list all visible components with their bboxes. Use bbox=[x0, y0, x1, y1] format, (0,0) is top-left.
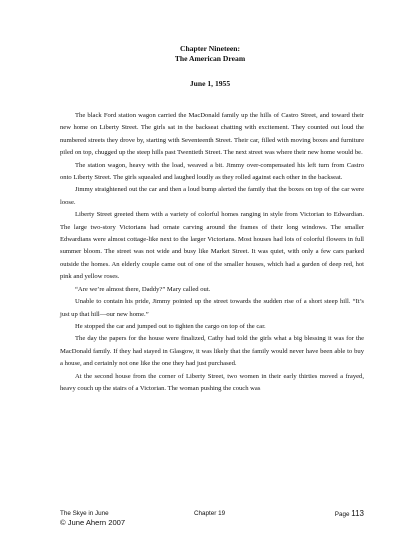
footer-book-title: The Skye in June bbox=[60, 510, 109, 517]
paragraph: Unable to contain his pride, Jimmy pointed up the street towards the sudden rise of a short steep hill. “It’s just up that hill—our new home.” bbox=[60, 298, 364, 318]
paragraph: “Are we’re almost there, Daddy?” Mary called out. bbox=[75, 285, 211, 293]
paragraph: The day the papers for the house were finalized, Cathy had told the girls what a big blessing it was for the MacDonald family. If they had stayed in Glasgow, it was likely that the family would never have been able to buy a house, and certainly not one like the one they had just purchased. bbox=[60, 335, 364, 368]
footer-page-number: 113 bbox=[351, 509, 364, 518]
chapter-subtitle: The American Dream bbox=[174, 54, 246, 63]
footer-page-label: Page bbox=[334, 511, 350, 518]
paragraph: At the second house from the corner of Liberty Street, two women in their early thirties moved a frayed, heavy couch up the stairs of a Victorian. The woman pushing the couch was bbox=[60, 372, 364, 392]
paragraph: Jimmy straightened out the car and then a loud bump alerted the family that the boxes on top of the car were loose. bbox=[60, 186, 364, 206]
body-text bbox=[60, 110, 364, 395]
paragraph: The station wagon, heavy with the load, weaved a bit. Jimmy over-compensated his left turn from Castro onto Liberty Street. The girls squealed and laughed loudly as they rolled against each other in the backseat. bbox=[60, 161, 364, 182]
paragraph: The black Ford station wagon carried the MacDonald family up the hills of Castro Street, and toward their new home on Liberty Street. The girls sat in the backseat chatting with excitement. They counted out loud the numbered streets they drove by, starting with Seventeenth Street. Their car, filled with moving boxes and furniture piled on top, chugged up the steep hills past Twentieth Street. The next street was where their new home would be. bbox=[60, 112, 364, 157]
footer-chapter: Chapter 19 bbox=[194, 510, 226, 517]
paragraph: Liberty Street greeted them with a variety of colorful homes ranging in style from Victorian to Edwardian. The large two-story Victorians had ornate carving around the frames of their long windows. The smaller Edwardians were almost cottage-like next to the larger Victorians. Most houses had lots of colorful flowers in full summer bloom. The street was not wide and busy like Market Street. It was quiet, with only a few cars parked outside the homes. An elderly couple came out of one of the smaller houses, which had a garden of deep red, hot pink and yellow roses. bbox=[60, 211, 364, 281]
chapter-title: Chapter Nineteen: bbox=[180, 44, 240, 53]
footer-page bbox=[335, 510, 364, 519]
chapter-date: June 1, 1955 bbox=[189, 79, 231, 88]
page-footer bbox=[60, 510, 364, 527]
paragraph: He stopped the car and jumped out to tighten the cargo on top of the car. bbox=[75, 322, 266, 330]
footer-copyright: © June Ahern 2007 bbox=[60, 518, 126, 527]
